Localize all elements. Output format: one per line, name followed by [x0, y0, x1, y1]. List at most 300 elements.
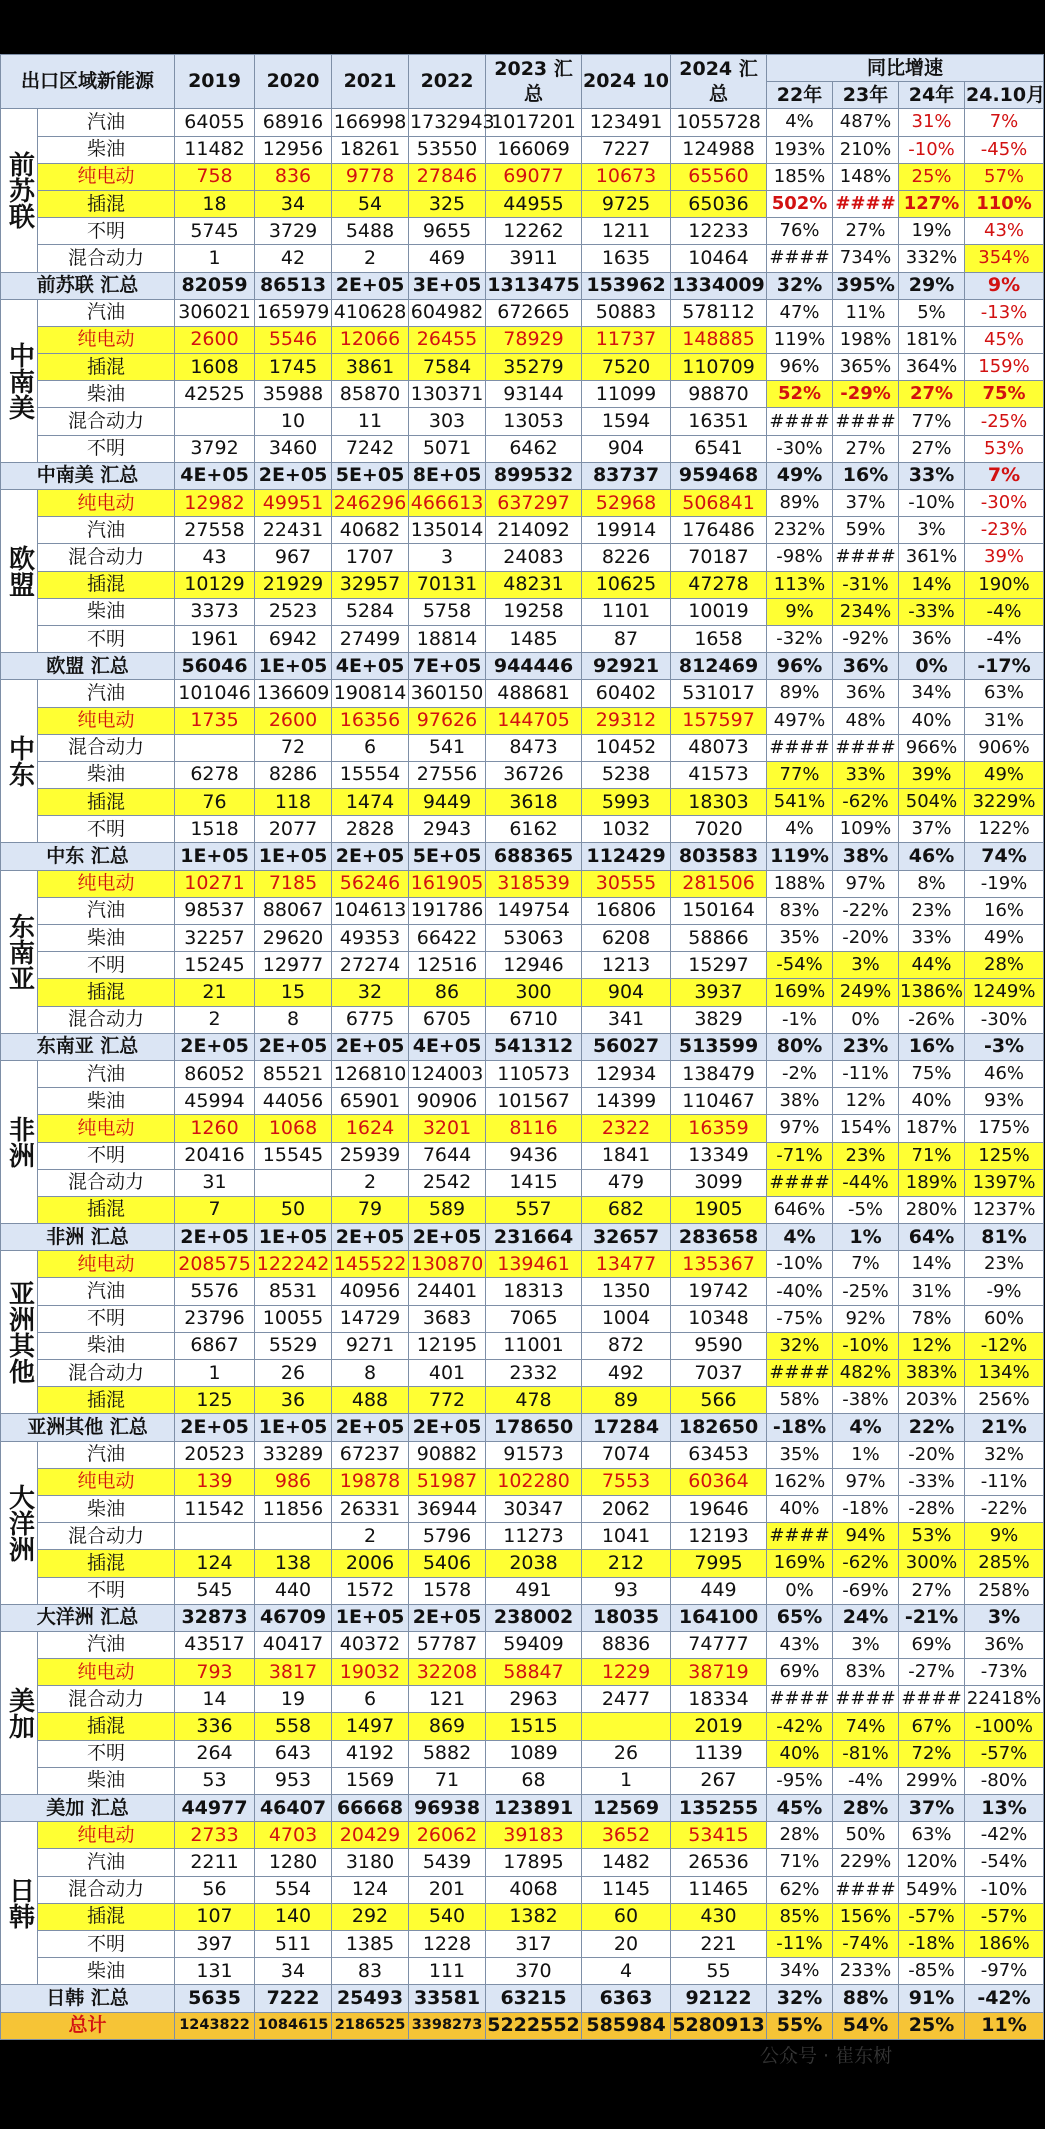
subtotal-value: 153962 — [582, 272, 671, 299]
powertrain-type: 混合动力 — [38, 245, 175, 272]
value-cell: 26 — [255, 1360, 332, 1387]
growth-cell: -85% — [899, 1958, 965, 1985]
value-cell: 201 — [409, 1876, 486, 1903]
subtotal-value: 56027 — [582, 1033, 671, 1060]
value-cell: 11856 — [255, 1495, 332, 1522]
growth-cell: 63% — [899, 1822, 965, 1849]
header-2021: 2021 — [332, 55, 409, 109]
growth-cell: 85% — [767, 1903, 833, 1930]
subtotal-value: 12569 — [582, 1795, 671, 1822]
value-cell: 2322 — [582, 1115, 671, 1142]
value-cell: 466613 — [409, 490, 486, 517]
powertrain-type: 汽油 — [38, 1631, 175, 1658]
value-cell: 2 — [332, 1523, 409, 1550]
growth-cell: -18% — [899, 1930, 965, 1957]
growth-cell: 53% — [899, 1523, 965, 1550]
growth-cell: 23% — [965, 1251, 1044, 1278]
subtotal-value: 17284 — [582, 1414, 671, 1441]
value-cell: 10452 — [582, 734, 671, 761]
growth-cell: 72% — [899, 1740, 965, 1767]
value-cell: 65901 — [332, 1088, 409, 1115]
value-cell: 43 — [175, 544, 255, 571]
growth-cell: 734% — [833, 245, 899, 272]
value-cell: 139461 — [486, 1251, 582, 1278]
growth-cell: 43% — [965, 218, 1044, 245]
growth-cell: 193% — [767, 136, 833, 163]
subtotal-value: 112429 — [582, 843, 671, 870]
watermark: 公众号 · 崔东树 — [760, 2045, 893, 2067]
value-cell: 27558 — [175, 517, 255, 544]
subtotal-value: 56046 — [175, 653, 255, 680]
subtotal-value: 32873 — [175, 1604, 255, 1631]
value-cell: 118 — [255, 789, 332, 816]
value-cell: 149754 — [486, 897, 582, 924]
header-g24: 24年 — [899, 82, 965, 109]
value-cell: 214092 — [486, 517, 582, 544]
growth-cell: 189% — [899, 1169, 965, 1196]
value-cell: 12982 — [175, 490, 255, 517]
subtotal-growth: 4% — [833, 1414, 899, 1441]
value-cell: 53063 — [486, 925, 582, 952]
value-cell: 42525 — [175, 381, 255, 408]
value-cell: 589 — [409, 1196, 486, 1223]
value-cell: 5284 — [332, 598, 409, 625]
value-cell: 122242 — [255, 1251, 332, 1278]
growth-cell: 285% — [965, 1550, 1044, 1577]
value-cell: 566 — [671, 1387, 767, 1414]
growth-cell: -73% — [965, 1659, 1044, 1686]
growth-cell: #### — [833, 1876, 899, 1903]
subtotal-value: 959468 — [671, 462, 767, 489]
subtotal-value: 123891 — [486, 1795, 582, 1822]
table-row — [1, 1115, 1044, 1142]
growth-cell: 33% — [833, 761, 899, 788]
growth-cell: 34% — [899, 680, 965, 707]
growth-cell: 487% — [833, 109, 899, 136]
value-cell: 22431 — [255, 517, 332, 544]
value-cell: 60 — [582, 1903, 671, 1930]
value-cell: 1735 — [175, 707, 255, 734]
grand-total-value: 1243822 — [175, 2012, 255, 2039]
growth-cell: 19% — [899, 218, 965, 245]
table-row — [1, 870, 1044, 897]
subtotal-growth: 13% — [965, 1795, 1044, 1822]
value-cell: 43517 — [175, 1631, 255, 1658]
growth-cell: -71% — [767, 1142, 833, 1169]
value-cell: 869 — [409, 1713, 486, 1740]
subtotal-growth: 22% — [899, 1414, 965, 1441]
growth-cell: 97% — [767, 1115, 833, 1142]
growth-cell: 249% — [833, 979, 899, 1006]
value-cell: 8286 — [255, 761, 332, 788]
subtotal-value: 1E+05 — [255, 1224, 332, 1251]
growth-cell: #### — [767, 1523, 833, 1550]
grand-total-growth: 11% — [965, 2012, 1044, 2039]
growth-cell: -20% — [899, 1441, 965, 1468]
value-cell: 70187 — [671, 544, 767, 571]
value-cell: 492 — [582, 1360, 671, 1387]
powertrain-type: 汽油 — [38, 680, 175, 707]
growth-cell: -42% — [767, 1713, 833, 1740]
powertrain-type: 汽油 — [38, 1278, 175, 1305]
subtotal-growth: 36% — [833, 653, 899, 680]
value-cell: 3201 — [409, 1115, 486, 1142]
value-cell: 1635 — [582, 245, 671, 272]
growth-cell: -10% — [899, 136, 965, 163]
value-cell: 5546 — [255, 326, 332, 353]
growth-cell: 31% — [899, 109, 965, 136]
value-cell: 672665 — [486, 299, 582, 326]
value-cell: 7553 — [582, 1468, 671, 1495]
growth-cell: #### — [767, 734, 833, 761]
subtotal-row — [1, 272, 1044, 299]
subtotal-row — [1, 1985, 1044, 2012]
subtotal-value: 86513 — [255, 272, 332, 299]
value-cell: 27556 — [409, 761, 486, 788]
value-cell: 86052 — [175, 1060, 255, 1087]
growth-cell: -22% — [833, 897, 899, 924]
table-row — [1, 1958, 1044, 1985]
value-cell: 19878 — [332, 1468, 409, 1495]
value-cell: 51987 — [409, 1468, 486, 1495]
growth-cell: 71% — [767, 1849, 833, 1876]
value-cell: 410628 — [332, 299, 409, 326]
value-cell: 157597 — [671, 707, 767, 734]
subtotal-value: 688365 — [486, 843, 582, 870]
powertrain-type: 插混 — [38, 1196, 175, 1223]
value-cell: 91573 — [486, 1441, 582, 1468]
growth-cell: 45% — [965, 326, 1044, 353]
value-cell: 2 — [332, 1169, 409, 1196]
region-label: 美加 — [1, 1631, 38, 1794]
growth-cell: -4% — [965, 625, 1044, 652]
growth-cell: 188% — [767, 870, 833, 897]
table-row — [1, 979, 1044, 1006]
value-cell: 1745 — [255, 354, 332, 381]
value-cell: 79 — [332, 1196, 409, 1223]
subtotal-value: 1E+05 — [255, 1414, 332, 1441]
growth-cell: 8% — [899, 870, 965, 897]
value-cell: 7242 — [332, 435, 409, 462]
table-row — [1, 1088, 1044, 1115]
value-cell: 101567 — [486, 1088, 582, 1115]
value-cell: 10 — [255, 408, 332, 435]
subtotal-value: 2E+05 — [409, 1224, 486, 1251]
value-cell: 12193 — [671, 1523, 767, 1550]
growth-cell: 502% — [767, 190, 833, 217]
subtotal-value: 2E+05 — [332, 1224, 409, 1251]
value-cell: 8226 — [582, 544, 671, 571]
growth-cell: 186% — [965, 1930, 1044, 1957]
powertrain-type: 柴油 — [38, 1495, 175, 1522]
growth-cell: -10% — [833, 1332, 899, 1359]
value-cell: 8473 — [486, 734, 582, 761]
table-row — [1, 1822, 1044, 1849]
value-cell: 53550 — [409, 136, 486, 163]
value-cell: 72 — [255, 734, 332, 761]
value-cell: 440 — [255, 1577, 332, 1604]
table-row — [1, 680, 1044, 707]
powertrain-type: 不明 — [38, 435, 175, 462]
growth-cell: 83% — [767, 897, 833, 924]
value-cell: 12516 — [409, 952, 486, 979]
growth-cell: 354% — [965, 245, 1044, 272]
powertrain-type: 柴油 — [38, 925, 175, 952]
value-cell: 76 — [175, 789, 255, 816]
value-cell: 166069 — [486, 136, 582, 163]
subtotal-value: 541312 — [486, 1033, 582, 1060]
subtotal-value: 7222 — [255, 1985, 332, 2012]
grand-total-value: 5222552 — [486, 2012, 582, 2039]
value-cell: 110709 — [671, 354, 767, 381]
growth-cell: 175% — [965, 1115, 1044, 1142]
value-cell: 12977 — [255, 952, 332, 979]
growth-cell: #### — [833, 408, 899, 435]
value-cell: 102280 — [486, 1468, 582, 1495]
subtotal-label: 东南亚 汇总 — [1, 1033, 175, 1060]
value-cell: 11737 — [582, 326, 671, 353]
value-cell: 10348 — [671, 1305, 767, 1332]
value-cell: 71 — [409, 1767, 486, 1794]
growth-cell: 38% — [767, 1088, 833, 1115]
subtotal-value: 283658 — [671, 1224, 767, 1251]
value-cell: 24401 — [409, 1278, 486, 1305]
growth-cell: 58% — [767, 1387, 833, 1414]
growth-cell: 16% — [965, 897, 1044, 924]
value-cell: 1658 — [671, 625, 767, 652]
growth-cell: -18% — [833, 1495, 899, 1522]
subtotal-row — [1, 653, 1044, 680]
grand-total-value: 1084615 — [255, 2012, 332, 2039]
growth-cell: 3% — [833, 952, 899, 979]
value-cell: 1624 — [332, 1115, 409, 1142]
value-cell: 3373 — [175, 598, 255, 625]
value-cell: 2542 — [409, 1169, 486, 1196]
value-cell: 1385 — [332, 1930, 409, 1957]
value-cell — [175, 734, 255, 761]
growth-cell: 39% — [899, 761, 965, 788]
powertrain-type: 插混 — [38, 354, 175, 381]
value-cell — [582, 1713, 671, 1740]
value-cell: 1041 — [582, 1523, 671, 1550]
region-label: 亚洲其他 — [1, 1251, 38, 1414]
growth-cell: 49% — [965, 761, 1044, 788]
subtotal-growth: 37% — [899, 1795, 965, 1822]
value-cell: 60364 — [671, 1468, 767, 1495]
growth-cell: 119% — [767, 326, 833, 353]
value-cell: 19032 — [332, 1659, 409, 1686]
table-row — [1, 299, 1044, 326]
value-cell: 18814 — [409, 625, 486, 652]
value-cell: 212 — [582, 1550, 671, 1577]
value-cell: 1 — [582, 1767, 671, 1794]
growth-cell: -22% — [965, 1495, 1044, 1522]
powertrain-type: 插混 — [38, 1903, 175, 1930]
value-cell: 110467 — [671, 1088, 767, 1115]
growth-cell: 190% — [965, 571, 1044, 598]
subtotal-growth: 29% — [899, 272, 965, 299]
subtotal-value: 46709 — [255, 1604, 332, 1631]
value-cell: 25939 — [332, 1142, 409, 1169]
growth-cell: -80% — [965, 1767, 1044, 1794]
growth-cell: 28% — [767, 1822, 833, 1849]
value-cell: 140 — [255, 1903, 332, 1930]
value-cell: 26331 — [332, 1495, 409, 1522]
value-cell: 110573 — [486, 1060, 582, 1087]
growth-cell: 162% — [767, 1468, 833, 1495]
value-cell: 29620 — [255, 925, 332, 952]
subtotal-value: 2E+05 — [175, 1033, 255, 1060]
table-row — [1, 816, 1044, 843]
subtotal-growth: 16% — [899, 1033, 965, 1060]
subtotal-value: 944446 — [486, 653, 582, 680]
value-cell: 1515 — [486, 1713, 582, 1740]
powertrain-type: 柴油 — [38, 1088, 175, 1115]
growth-cell: #### — [767, 1360, 833, 1387]
value-cell: 11001 — [486, 1332, 582, 1359]
subtotal-growth: 81% — [965, 1224, 1044, 1251]
growth-cell: 383% — [899, 1360, 965, 1387]
value-cell: 3937 — [671, 979, 767, 1006]
value-cell: 14 — [175, 1686, 255, 1713]
table-row — [1, 1169, 1044, 1196]
subtotal-value: 44977 — [175, 1795, 255, 1822]
subtotal-growth: 46% — [899, 843, 965, 870]
growth-cell: 40% — [767, 1495, 833, 1522]
value-cell: 90882 — [409, 1441, 486, 1468]
value-cell: 7185 — [255, 870, 332, 897]
value-cell: 18 — [175, 190, 255, 217]
value-cell: 469 — [409, 245, 486, 272]
powertrain-type: 不明 — [38, 816, 175, 843]
value-cell: 13477 — [582, 1251, 671, 1278]
growth-cell: -13% — [965, 299, 1044, 326]
value-cell: 9436 — [486, 1142, 582, 1169]
powertrain-type: 不明 — [38, 218, 175, 245]
value-cell: 341 — [582, 1006, 671, 1033]
table-row — [1, 190, 1044, 217]
value-cell: 3729 — [255, 218, 332, 245]
subtotal-value: 803583 — [671, 843, 767, 870]
growth-cell: -81% — [833, 1740, 899, 1767]
header-2019: 2019 — [175, 55, 255, 109]
value-cell: 42 — [255, 245, 332, 272]
table-row — [1, 598, 1044, 625]
value-cell: 30347 — [486, 1495, 582, 1522]
growth-cell: 1237% — [965, 1196, 1044, 1223]
value-cell: 44056 — [255, 1088, 332, 1115]
powertrain-type: 柴油 — [38, 136, 175, 163]
value-cell: 40372 — [332, 1631, 409, 1658]
value-cell: 3652 — [582, 1822, 671, 1849]
table-row — [1, 1060, 1044, 1087]
value-cell: 10055 — [255, 1305, 332, 1332]
growth-cell: -27% — [899, 1659, 965, 1686]
value-cell: 97626 — [409, 707, 486, 734]
subtotal-growth: -18% — [767, 1414, 833, 1441]
value-cell: 221 — [671, 1930, 767, 1957]
value-cell: 872 — [582, 1332, 671, 1359]
subtotal-value: 238002 — [486, 1604, 582, 1631]
subtotal-value: 82059 — [175, 272, 255, 299]
value-cell: 45994 — [175, 1088, 255, 1115]
value-cell: 2600 — [175, 326, 255, 353]
growth-cell: 906% — [965, 734, 1044, 761]
value-cell: 682 — [582, 1196, 671, 1223]
subtotal-value: 2E+05 — [409, 1604, 486, 1631]
header-2022: 2022 — [409, 55, 486, 109]
growth-cell: -57% — [965, 1740, 1044, 1767]
value-cell: 1474 — [332, 789, 409, 816]
subtotal-value: 1E+05 — [332, 1604, 409, 1631]
value-cell: 4068 — [486, 1876, 582, 1903]
value-cell: 89 — [582, 1387, 671, 1414]
value-cell: 2062 — [582, 1495, 671, 1522]
value-cell: 318539 — [486, 870, 582, 897]
table-row — [1, 109, 1044, 136]
value-cell: 306021 — [175, 299, 255, 326]
value-cell — [255, 1523, 332, 1550]
powertrain-type: 混合动力 — [38, 408, 175, 435]
growth-cell: 0% — [833, 1006, 899, 1033]
growth-cell: -57% — [965, 1903, 1044, 1930]
growth-cell: 110% — [965, 190, 1044, 217]
value-cell: 6278 — [175, 761, 255, 788]
value-cell: 1229 — [582, 1659, 671, 1686]
value-cell: 63453 — [671, 1441, 767, 1468]
growth-cell: 34% — [767, 1958, 833, 1985]
growth-cell: 31% — [965, 707, 1044, 734]
header-2020: 2020 — [255, 55, 332, 109]
value-cell: 4703 — [255, 1822, 332, 1849]
powertrain-type: 插混 — [38, 571, 175, 598]
value-cell: 150164 — [671, 897, 767, 924]
powertrain-type: 纯电动 — [38, 163, 175, 190]
growth-cell: -30% — [965, 1006, 1044, 1033]
growth-cell: 36% — [965, 1631, 1044, 1658]
growth-cell: 67% — [899, 1713, 965, 1740]
subtotal-value: 7E+05 — [409, 653, 486, 680]
subtotal-value: 182650 — [671, 1414, 767, 1441]
value-cell: 41573 — [671, 761, 767, 788]
subtotal-growth: 32% — [767, 1985, 833, 2012]
value-cell: 11 — [332, 408, 409, 435]
value-cell: 1 — [175, 245, 255, 272]
growth-cell: 27% — [899, 1577, 965, 1604]
growth-cell: 76% — [767, 218, 833, 245]
growth-cell: -11% — [965, 1468, 1044, 1495]
value-cell: 1068 — [255, 1115, 332, 1142]
value-cell: 40956 — [332, 1278, 409, 1305]
value-cell: 139 — [175, 1468, 255, 1495]
growth-cell: -11% — [833, 1060, 899, 1087]
table-row — [1, 1767, 1044, 1794]
subtotal-value: 1E+05 — [255, 843, 332, 870]
value-cell: 23796 — [175, 1305, 255, 1332]
growth-cell: 47% — [767, 299, 833, 326]
value-cell: 3180 — [332, 1849, 409, 1876]
table-row — [1, 381, 1044, 408]
subtotal-row — [1, 1033, 1044, 1060]
powertrain-type: 汽油 — [38, 299, 175, 326]
growth-cell: 159% — [965, 354, 1044, 381]
value-cell: 15245 — [175, 952, 255, 979]
growth-cell: 28% — [965, 952, 1044, 979]
growth-cell: 258% — [965, 1577, 1044, 1604]
powertrain-type: 纯电动 — [38, 490, 175, 517]
value-cell: 1518 — [175, 816, 255, 843]
header-g23: 23年 — [833, 82, 899, 109]
